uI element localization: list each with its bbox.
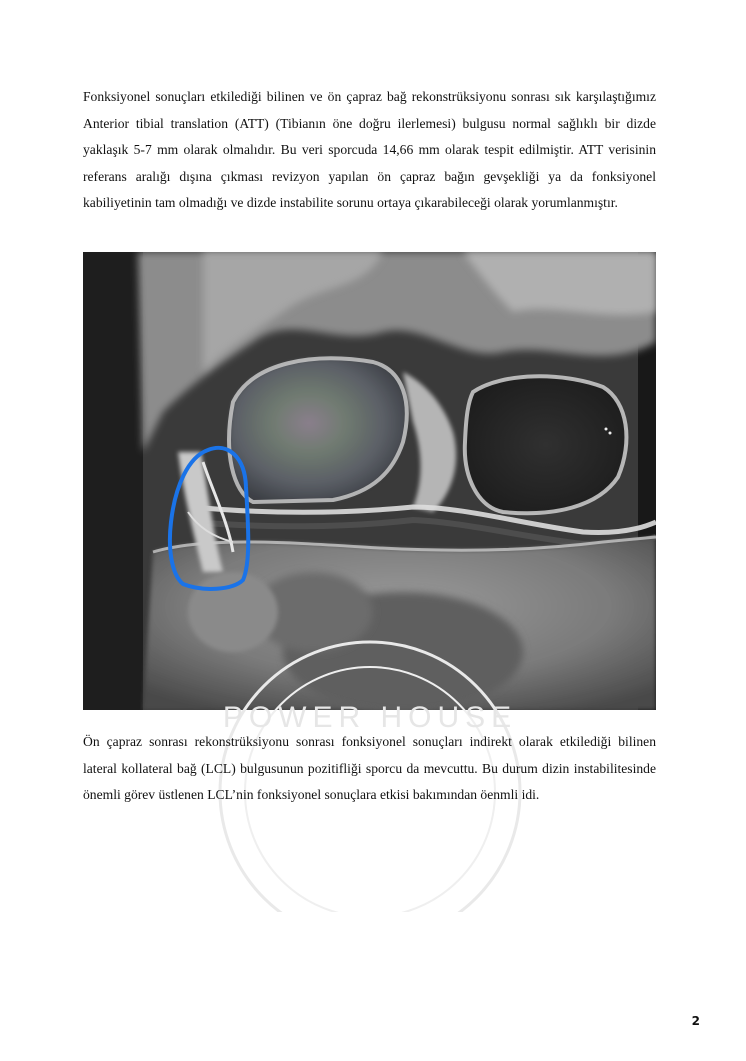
body-paragraph: Ön çapraz sonrası rekonstrüksiyonu sonrası fonksiyonel sonuçları indirekt olarak etkilediği bilinen lateral kollateral bağ (LCL) bulgusunun pozitifliği sporcu da mevcuttu. Bu durum dizin instabilitesinde önemli görev üstlenen LCL’nin fonksiyonel sonuçlara etkisi bakımından öenmli idi. [83, 734, 656, 803]
page-number: 2 [691, 1014, 700, 1028]
knee-mri-image [83, 252, 656, 710]
svg-text:POWER HOUSE: POWER HOUSE [222, 701, 518, 734]
body-paragraph: Fonksiyonel sonuçları etkilediği bilinen ve ön çapraz bağ rekonstrüksiyonu sonrası sık karşılaştığımız Anterior tibial translation (ATT) (Tibianın öne doğru ilerlemesi) bulgusu normal sağlıklı bir dizde yaklaşık 5-7 mm olarak olmalıdır. Bu veri sporcuda 14,66 mm olarak tespit edilmiştir. ATT verisinin referans aralığı dışına çıkması revizyon yapılan ön çapraz bağın gevşekliği ya da fonksiyonel kabiliyetinin tam olmadığı ve dizde instabilite sorunu ortaya çıkarabileceği olarak yorumlanmıştır. [83, 89, 656, 211]
